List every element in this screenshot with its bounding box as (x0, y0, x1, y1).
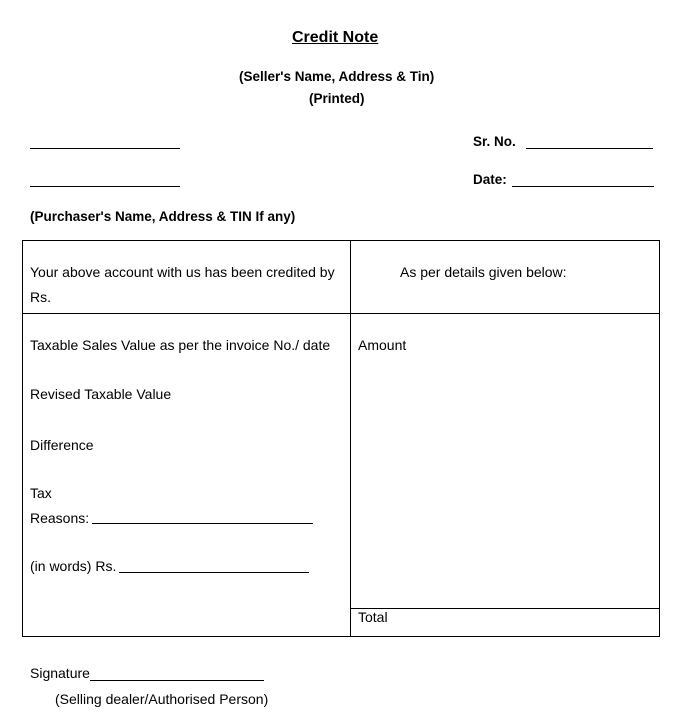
seller-info-label: (Seller's Name, Address & Tin) (239, 69, 435, 84)
credit-note-table (22, 240, 660, 637)
difference-label: Difference (30, 437, 94, 453)
revised-taxable-label: Revised Taxable Value (30, 386, 172, 402)
in-words-field[interactable] (119, 572, 309, 573)
details-label: As per details given below: (400, 264, 567, 280)
signatory-role-label: (Selling dealer/Authorised Person) (55, 691, 269, 707)
signature-field[interactable] (90, 680, 264, 681)
total-row-divider (350, 608, 659, 609)
tax-label: Tax (30, 485, 52, 501)
credited-rs-text: Rs. (30, 289, 51, 305)
signature-label: Signature (30, 665, 90, 681)
reasons-field[interactable] (92, 523, 313, 524)
reasons-label: Reasons: (30, 510, 90, 526)
in-words-label: (in words) Rs. (30, 558, 117, 574)
table-column-divider (350, 241, 351, 636)
amount-label: Amount (358, 337, 407, 353)
date-label: Date: (473, 172, 507, 187)
purchaser-info-label: (Purchaser's Name, Address & TIN If any) (30, 209, 296, 224)
date-field[interactable] (512, 186, 654, 187)
taxable-sales-label: Taxable Sales Value as per the invoice No./ date (30, 337, 331, 353)
document-title: Credit Note (292, 29, 379, 46)
total-label: Total (358, 609, 388, 625)
sr-no-label: Sr. No. (473, 134, 516, 149)
table-header-divider (23, 313, 659, 314)
blank-line-1[interactable] (30, 148, 180, 149)
credited-text: Your above account with us has been credited by (30, 264, 335, 280)
blank-line-2[interactable] (30, 186, 180, 187)
printed-label: (Printed) (309, 91, 365, 106)
sr-no-field[interactable] (526, 148, 653, 149)
